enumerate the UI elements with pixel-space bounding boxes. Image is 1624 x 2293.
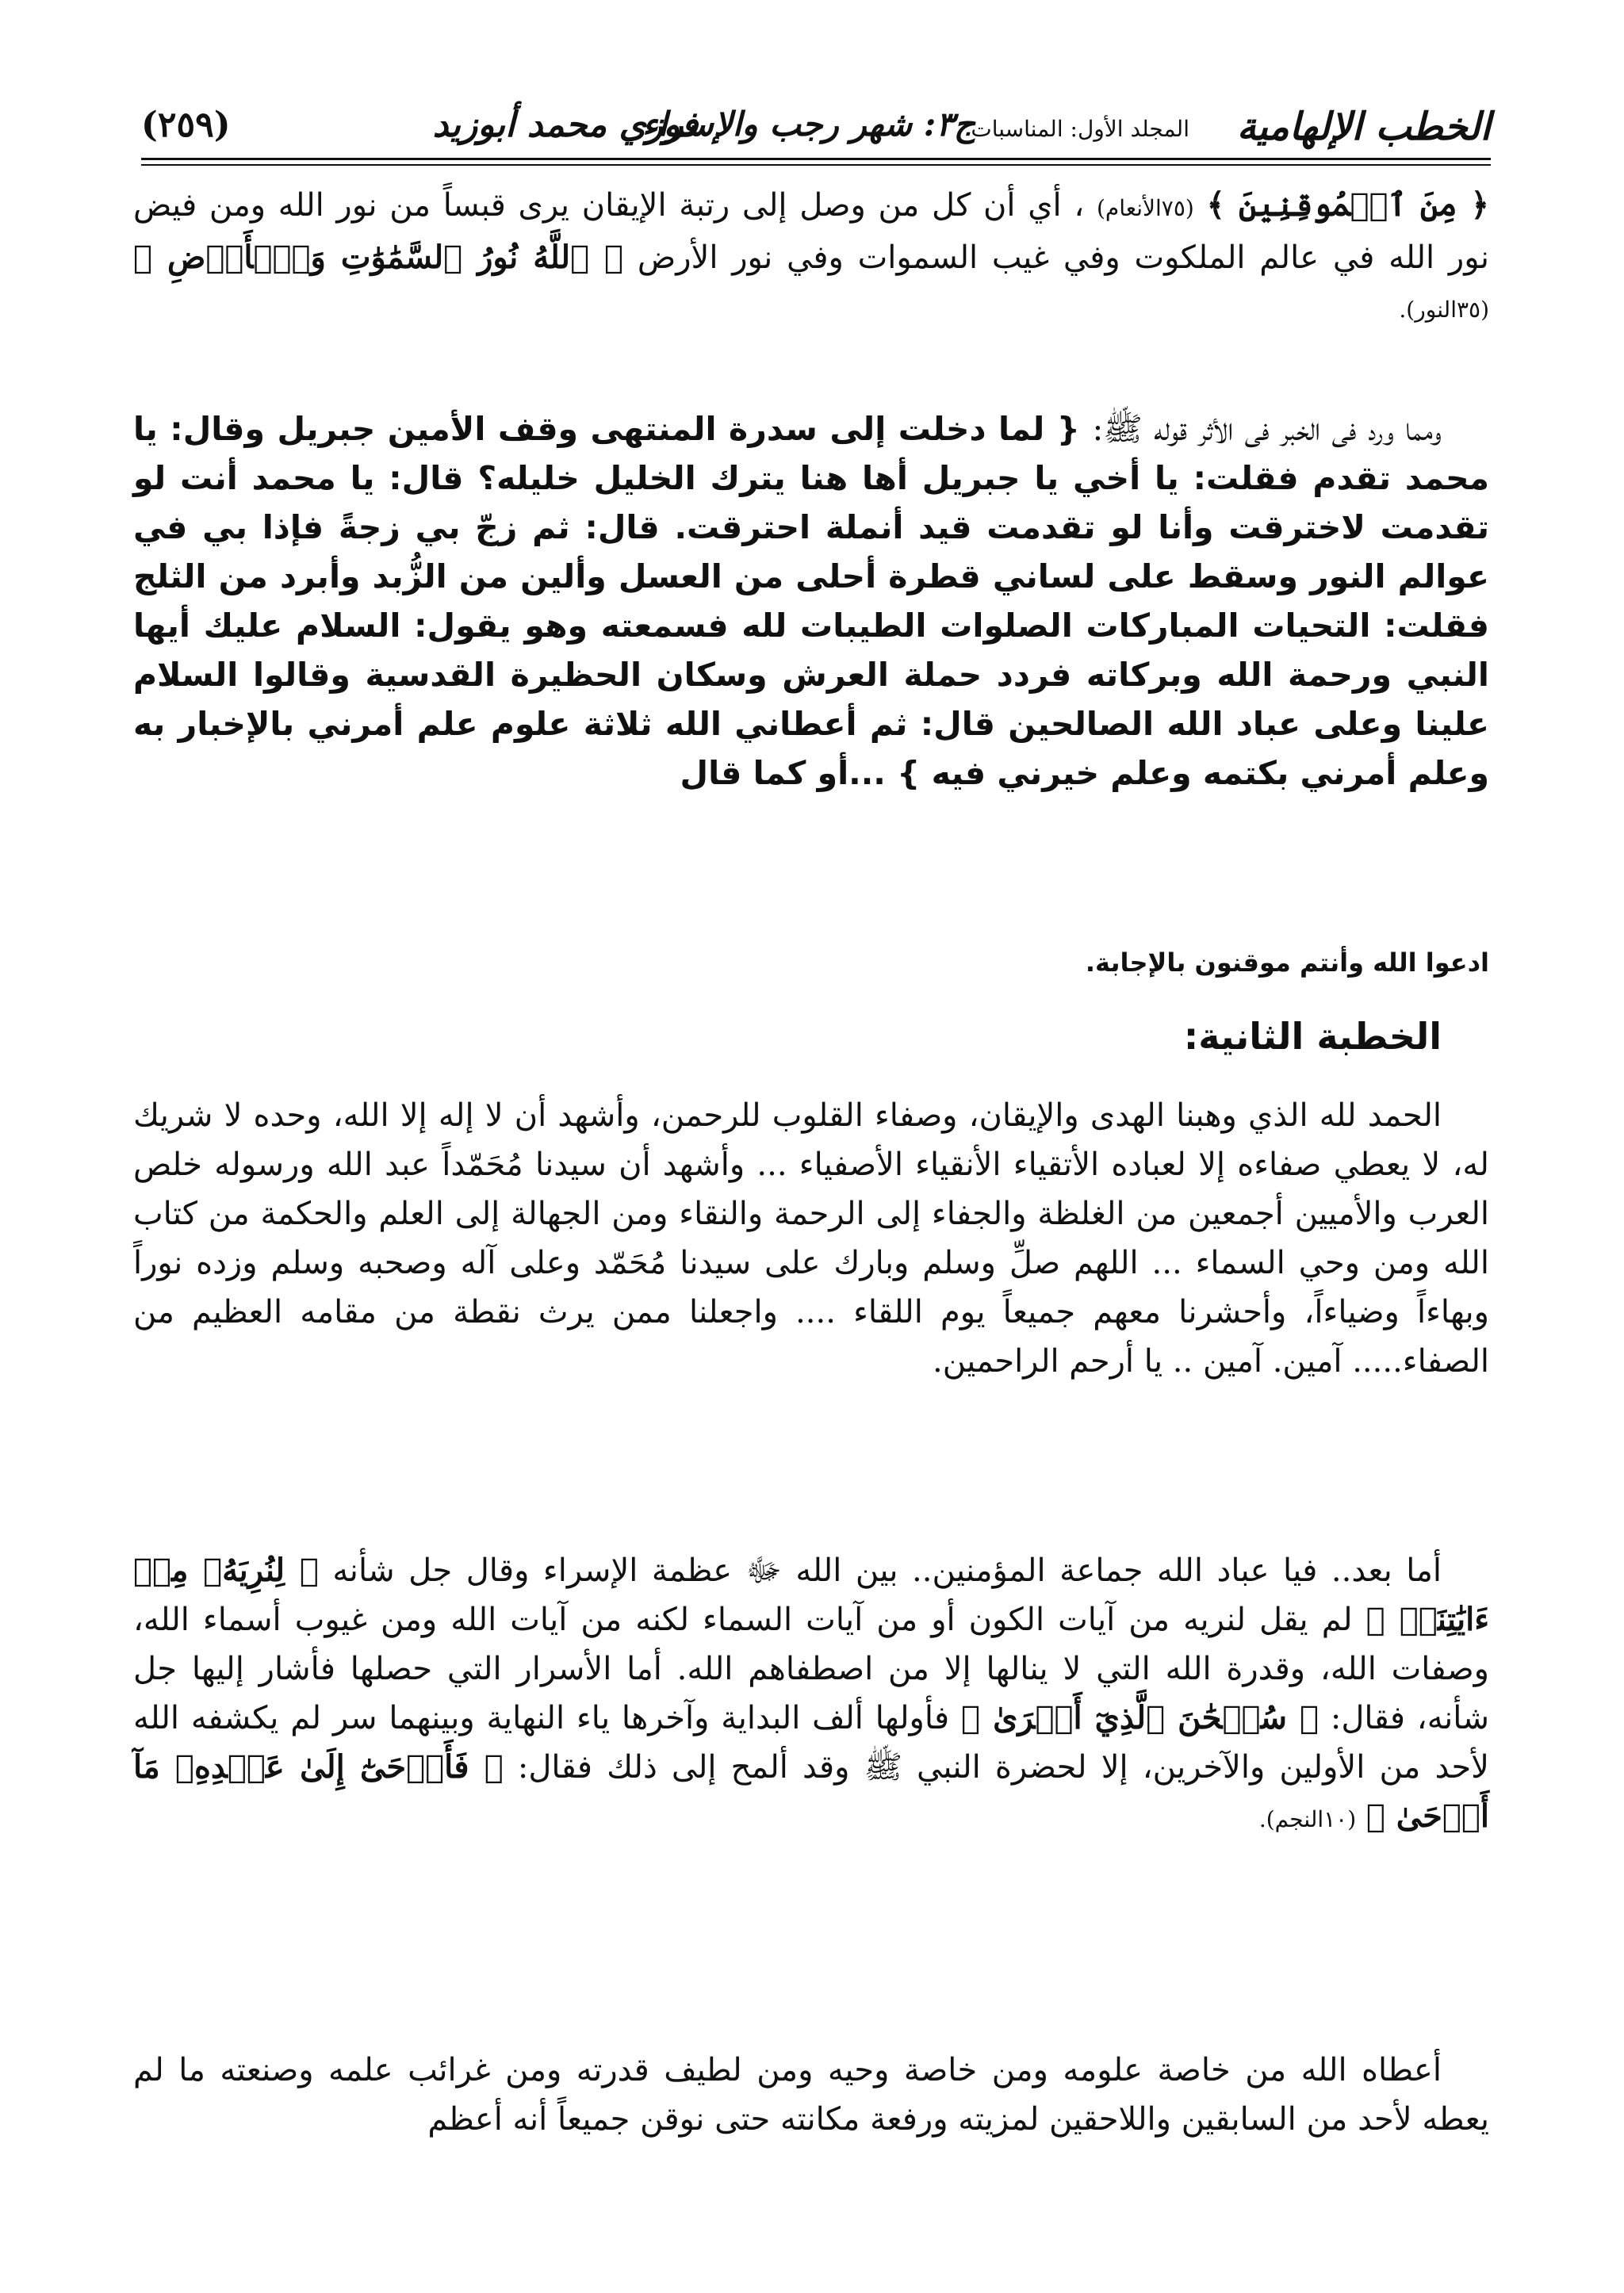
- running-header: [141, 94, 1491, 157]
- paragraph-4: [133, 1546, 1489, 1844]
- quran-verse: ﴿ ٱللَّهُ نُورُ ٱلسَّمَٰوَٰتِ وَٱلۡأَرۡضِ ﴾: [133, 239, 624, 276]
- verse-reference: (١٠النجم).: [1258, 1806, 1357, 1832]
- paragraph-3: [133, 1091, 1489, 1386]
- book-title: الخطب الإلهامية: [1236, 105, 1491, 149]
- volume-label: المجلد الأول: المناسبات: [971, 116, 1189, 142]
- quran-verse: ﴿ لِنُرِيَهُۥ مِنۡ ءَايَٰتِنَآۚ ﴾: [133, 1552, 1490, 1638]
- paragraph-5: [133, 2046, 1489, 2144]
- paragraph-text: ، أي أن كل من وصل إلى رتبة الإيقان يرى قبساً من نور الله ومن فيض نور الله في عالم الملكوت وفي غيب السموات وفي نور الأرض: [133, 187, 1489, 276]
- hadith-intro: ومما ورد فى الخبر فى الأثر قوله ﷺ:: [1092, 410, 1442, 448]
- author-name: فوزي محمد أبوزيد: [432, 105, 698, 145]
- paragraph-1: [133, 181, 1489, 335]
- closing-note: ادعوا الله وأنتم موقنون بالإجابة.: [1085, 947, 1489, 978]
- hadith-text: { لما دخلت إلى سدرة المنتهى وقف الأمين جبريل وقال: يا محمد تقدم فقلت: يا أخي يا جبريل أها هنا يترك الخليل خليله؟ قال: يا محمد أنت لو تقدمت لاخترقت وأنا لو تقدمت قيد أنملة احترقت. قال: ثم زجّ بي زجةً فإذا بي في عوالم النور وسقط على لساني قطرة أحلى من العسل وألين من الزُّبد وأبرد من الثلج فقلت: التحيات المباركات الصلوات الطيبات لله فسمعته وهو يقول: السلام عليك أيها النبي ورحمة الله وبركاته فردد حملة العرش وسكان الحظيرة القدسية وقالوا السلام علينا وعلى عباد الله الصالحين قال: ثم أعطاني الله ثلاثة علوم علم أمرني بالإخبار به وعلم أمرني بكتمه وعلم خيرني فيه } ...أو كما قال: [133, 410, 1489, 792]
- header-rule-thin: [141, 164, 1491, 166]
- verse-reference: (٣٥النور).: [1399, 297, 1489, 323]
- paragraph-2: [133, 404, 1489, 798]
- paragraph-text: فأولها ألف البداية وآخرها ياء النهاية وبينهما سر لم يكشفه الله لأحد من الأولين والآخرين، إلا لحضرة النبي ﷺ وقد ألمح إلى ذلك فقال:: [133, 1700, 1489, 1786]
- quran-verse: ﴿ فَأَوۡحَىٰٓ إِلَىٰ عَبۡدِهِۦ مَآ أَوۡحَىٰ ﴾: [133, 1748, 1489, 1835]
- paragraph-text: الحمد لله الذي وهبنا الهدى والإيقان، وصفاء القلوب للرحمن، وأشهد أن لا إله إلا الله، وحده لا شريك له، لا يعطي صفاءه إلا لعباده الأتقياء الأنقياء الأصفياء ... وأشهد أن سيدنا مُحَمّداً عبد الله ورسوله خلص العرب والأميين أجمعين من الغلظة والجفاء إلى الرحمة والنقاء ومن الجهالة إلى العلم والحكمة من كتاب الله ومن وحي السماء ... اللهم صلِّ وسلم وبارك على سيدنا مُحَمّد وعلى آله وصحبه وسلم وزده نوراً وبهاءاً وضياءاً، وأحشرنا معهم جميعاً يوم اللقاء .... واجعلنا ممن يرث نقطة من مقامه العظيم من الصفاء..... آمين. آمين .. يا أرحم الراحمين.: [133, 1097, 1489, 1380]
- part-label: ج٣: شهر رجب والإسراء: [642, 105, 975, 144]
- header-rule: [141, 158, 1491, 160]
- paragraph-text: لم يقل لنريه من آيات الكون أو من آيات السماء لكنه من آيات الله ومن غيوب أسماء الله، وصفات الله، وقدرة الله التي لا ينالها إلا من اصطفاهم الله. أما الأسرار التي حصلها فأشار إليها جل شأنه، فقال:: [133, 1602, 1489, 1736]
- page-number: (٢٥٩): [141, 105, 231, 145]
- verse-reference: (٧٥الأنعام): [1096, 195, 1194, 221]
- quran-verse: ﴿ مِنَ ٱلۡمُوقِنِينَ ﴾: [1206, 186, 1489, 224]
- paragraph-text: أما بعد.. فيا عباد الله جماعة المؤمنين.. بين الله ﷻ عظمة الإسراء وقال جل شأنه: [332, 1552, 1442, 1589]
- quran-verse: ﴿ سُبۡحَٰنَ ٱلَّذِيٓ أَسۡرَىٰ ﴾: [961, 1699, 1320, 1736]
- paragraph-text: أعطاه الله من خاصة علومه ومن خاصة وحيه ومن لطيف قدرته ومن غرائب علمه وصنعته ما لم يعطه لأحد من السابقين واللاحقين لمزيته ورفعة مكانته حتى نوقن جميعاً أنه أعظم: [133, 2052, 1489, 2138]
- section-heading: الخطبة الثانية:: [1183, 1015, 1442, 1058]
